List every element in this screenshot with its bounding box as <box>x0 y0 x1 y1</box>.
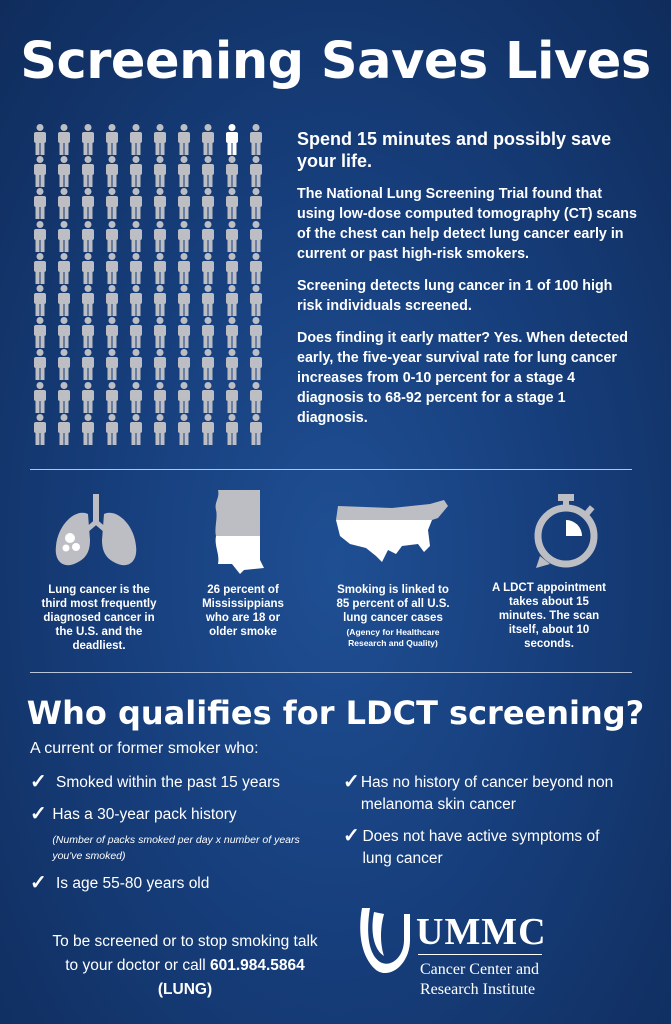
person-icon <box>220 285 244 317</box>
person-icon <box>124 285 148 317</box>
person-icon <box>100 188 124 220</box>
person-icon <box>100 221 124 253</box>
cta-text: To be screened or to stop smoking talk to your doctor or call <box>52 933 318 974</box>
person-icon <box>76 253 100 285</box>
person-icon <box>244 285 268 317</box>
person-icon <box>220 156 244 188</box>
person-icon <box>244 188 268 220</box>
person-icon <box>52 253 76 285</box>
person-icon <box>196 253 220 285</box>
stat-lung-cancer <box>40 583 158 653</box>
checkmark-icon: ✓ <box>30 803 47 825</box>
criteria-item <box>343 772 643 816</box>
person-icon <box>76 317 100 349</box>
person-icon <box>220 317 244 349</box>
person-icon <box>172 349 196 381</box>
person-icon <box>28 414 52 446</box>
person-icon <box>100 253 124 285</box>
person-icon <box>76 188 100 220</box>
person-icon <box>244 156 268 188</box>
person-icon <box>172 382 196 414</box>
person-icon <box>148 253 172 285</box>
person-icon <box>124 124 148 156</box>
person-icon <box>220 382 244 414</box>
stat-text: A LDCT appointment takes about 15 minutes. The scan itself, about 10 seconds. <box>492 582 606 650</box>
person-icon <box>52 156 76 188</box>
person-icon <box>148 188 172 220</box>
person-icon <box>52 317 76 349</box>
criteria-item <box>30 772 330 794</box>
person-icon <box>28 124 52 156</box>
person-icon <box>148 285 172 317</box>
person-icon <box>28 382 52 414</box>
page-title: Screening Saves Lives <box>20 32 651 91</box>
person-icon <box>52 124 76 156</box>
criteria-text: Has no history of cancer beyond non melanoma skin cancer <box>360 774 614 813</box>
person-icon <box>148 349 172 381</box>
person-icon <box>124 221 148 253</box>
person-icon <box>28 188 52 220</box>
divider <box>30 469 632 470</box>
person-icon <box>100 317 124 349</box>
qualify-title: Who qualifies for LDCT screening? <box>26 694 645 732</box>
checkmark-icon: ✓ <box>30 771 47 793</box>
stat-text: Smoking is linked to 85 percent of all U.S. lung cancer cases <box>336 584 450 624</box>
person-icon <box>52 188 76 220</box>
person-icon <box>76 349 100 381</box>
person-icon <box>52 285 76 317</box>
criteria-text: Smoked within the past 15 years <box>56 774 281 791</box>
person-icon <box>148 221 172 253</box>
person-icon <box>28 317 52 349</box>
person-icon <box>244 349 268 381</box>
ummc-emblem-icon <box>356 904 414 976</box>
stat-text: Lung cancer is the third most frequently diagnosed cancer in the U.S. and the deadliest. <box>41 584 157 652</box>
person-icon <box>124 253 148 285</box>
checkmark-icon: ✓ <box>343 825 360 847</box>
person-icon <box>196 124 220 156</box>
person-icon <box>124 317 148 349</box>
person-icon <box>172 156 196 188</box>
checkmark-icon: ✓ <box>30 872 47 894</box>
person-icon <box>124 188 148 220</box>
criteria-item <box>343 826 603 870</box>
person-icon <box>100 349 124 381</box>
person-icon <box>124 414 148 446</box>
mississippi-map-icon <box>210 488 266 574</box>
person-icon <box>196 221 220 253</box>
stat-mississippi <box>196 583 290 639</box>
logo-subtitle <box>420 960 539 1000</box>
person-icon <box>220 221 244 253</box>
stat-smoking <box>330 583 456 649</box>
intro-paragraph: Does finding it early matter? Yes. When detected early, the five-year survival rate for lung cancer increases from 0-10 percent for a stage 4 diagnosis to 68-92 percent for a stage 1 diagnosis. <box>297 330 629 426</box>
stat-text: 26 percent of Mississippians who are 18 or older smoke <box>202 584 284 638</box>
person-icon <box>124 382 148 414</box>
intro-lead: Spend 15 minutes and possibly save your life. <box>297 129 612 171</box>
person-icon <box>196 317 220 349</box>
divider <box>30 672 632 673</box>
person-icon <box>244 414 268 446</box>
person-icon <box>52 414 76 446</box>
person-icon <box>76 156 100 188</box>
person-icon <box>196 188 220 220</box>
person-icon <box>172 414 196 446</box>
person-icon <box>172 221 196 253</box>
person-icon <box>244 124 268 156</box>
person-icon <box>100 414 124 446</box>
checkmark-icon: ✓ <box>343 771 360 793</box>
call-to-action <box>44 930 326 1002</box>
person-icon <box>100 382 124 414</box>
person-icon <box>220 349 244 381</box>
person-icon <box>100 156 124 188</box>
person-icon <box>28 221 52 253</box>
criteria-text: Does not have active symptoms of lung cancer <box>362 828 600 867</box>
person-icon <box>244 221 268 253</box>
person-icon <box>220 414 244 446</box>
person-icon <box>76 414 100 446</box>
stopwatch-icon <box>532 492 602 570</box>
person-icon <box>148 124 172 156</box>
person-icon <box>100 285 124 317</box>
person-icon <box>244 317 268 349</box>
person-icon-highlighted <box>220 124 244 156</box>
person-icon <box>244 382 268 414</box>
person-icon <box>52 382 76 414</box>
person-icon <box>100 124 124 156</box>
person-icon <box>124 349 148 381</box>
person-icon <box>148 317 172 349</box>
criteria-item <box>30 873 330 895</box>
person-icon <box>76 124 100 156</box>
person-icon <box>52 349 76 381</box>
person-icon <box>220 253 244 285</box>
person-icon <box>196 382 220 414</box>
person-icon <box>220 188 244 220</box>
phone-number: 601.984.5864 (LUNG) <box>157 957 305 998</box>
logo-line: Cancer Center and <box>420 961 540 978</box>
intro-paragraph: The National Lung Screening Trial found that using low-dose computed tomography (CT) scans of the chest can help detect lung cancer early in current or past high-risk smokers. <box>297 186 637 262</box>
criteria-text: Has a 30-year pack history <box>52 806 237 823</box>
person-icon <box>28 285 52 317</box>
person-icon <box>172 188 196 220</box>
intro-paragraph: Screening detects lung cancer in 1 of 100 high risk individuals screened. <box>297 278 613 314</box>
logo-line: Research Institute <box>420 981 536 998</box>
person-icon <box>28 349 52 381</box>
person-icon <box>28 253 52 285</box>
logo-rule <box>418 954 542 955</box>
us-map-icon <box>332 496 452 570</box>
person-icon <box>172 253 196 285</box>
people-pictogram <box>28 124 268 446</box>
lungs-icon <box>52 494 140 568</box>
person-icon <box>76 221 100 253</box>
person-icon <box>196 156 220 188</box>
criteria-text: Is age 55-80 years old <box>56 875 210 892</box>
person-icon <box>196 414 220 446</box>
person-icon <box>244 253 268 285</box>
person-icon <box>172 317 196 349</box>
qualify-intro: A current or former smoker who: <box>30 740 259 757</box>
person-icon <box>124 156 148 188</box>
ummc-logo <box>356 904 616 1004</box>
criteria-note: (Number of packs smoked per day x number of years you've smoked) <box>52 834 300 862</box>
person-icon <box>196 349 220 381</box>
person-icon <box>196 285 220 317</box>
person-icon <box>148 156 172 188</box>
person-icon <box>76 382 100 414</box>
person-icon <box>76 285 100 317</box>
logo-name: UMMC <box>416 911 547 953</box>
person-icon <box>148 382 172 414</box>
person-icon <box>148 414 172 446</box>
intro-section <box>297 128 637 440</box>
person-icon <box>52 221 76 253</box>
person-icon <box>28 156 52 188</box>
person-icon <box>172 124 196 156</box>
person-icon <box>172 285 196 317</box>
stat-source: (Agency for Healthcare Research and Quality) <box>346 627 440 648</box>
criteria-item <box>30 804 330 864</box>
stat-appointment <box>488 581 610 651</box>
